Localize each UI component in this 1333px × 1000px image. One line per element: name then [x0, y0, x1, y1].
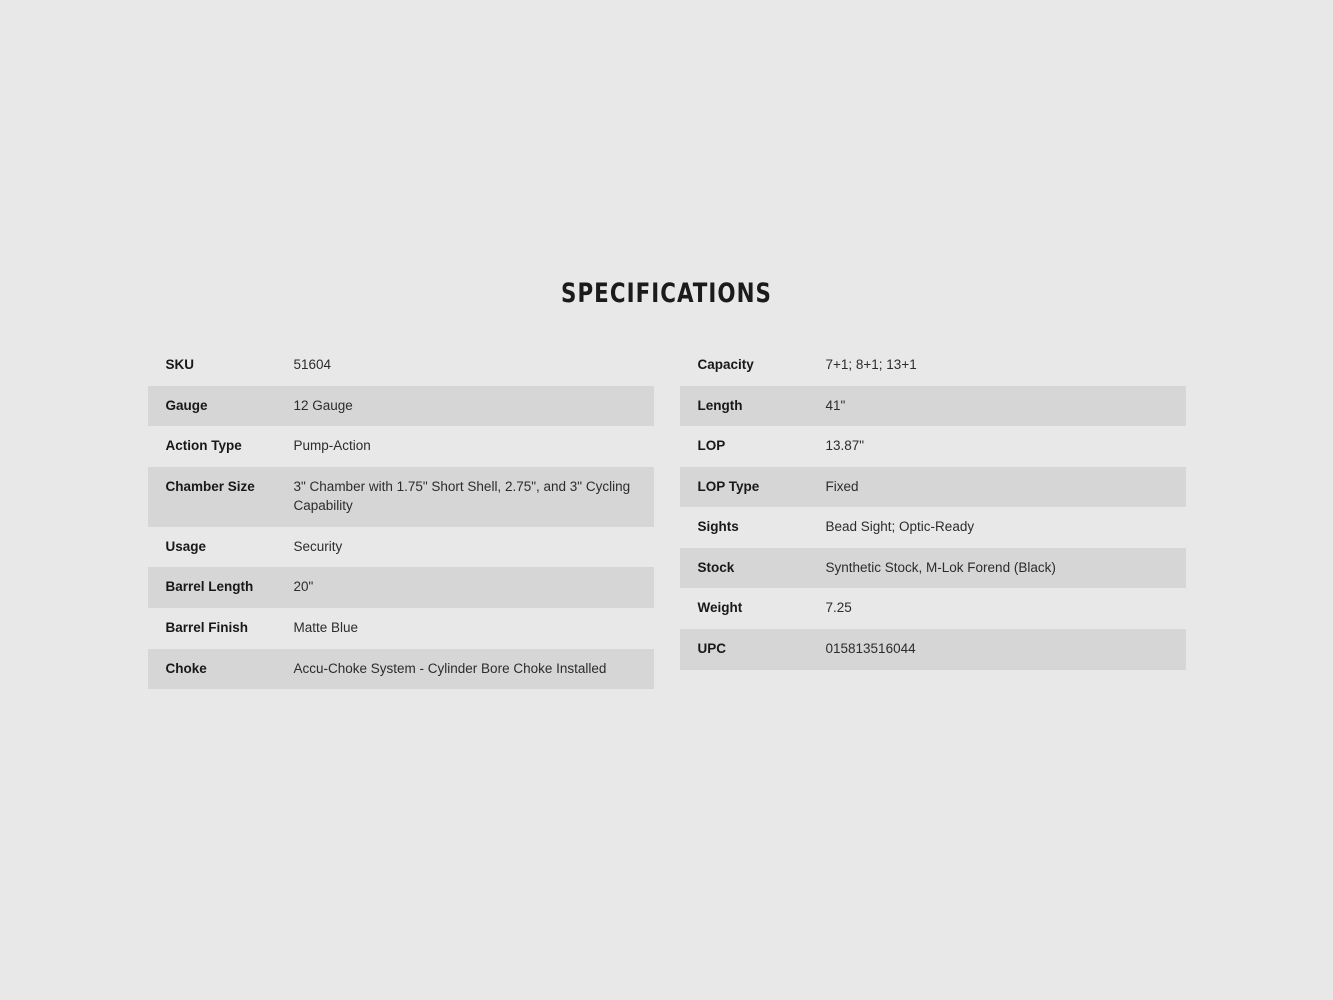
spec-value: Fixed: [825, 478, 859, 494]
table-row: [148, 567, 654, 608]
spec-value: 3" Chamber with 1.75" Short Shell, 2.75", and 3" Cycling Capability: [293, 478, 631, 514]
spec-label: Barrel Length: [165, 579, 254, 595]
spec-value: Bead Sight; Optic-Ready: [825, 519, 975, 535]
spec-label: Usage: [165, 538, 207, 554]
spec-value: Accu-Choke System - Cylinder Bore Choke Installed: [293, 660, 607, 676]
spec-label: Action Type: [165, 438, 242, 454]
specifications-columns: [0, 345, 1333, 689]
specifications-section: [0, 278, 1333, 689]
spec-value: Pump-Action: [293, 438, 371, 454]
spec-value: 015813516044: [825, 640, 916, 656]
table-row: [148, 527, 654, 568]
spec-label: Chamber Size: [165, 478, 255, 494]
spec-label: Weight: [697, 600, 743, 616]
spec-value: Matte Blue: [293, 619, 359, 635]
specifications-left-column: [148, 345, 654, 689]
spec-label: Barrel Finish: [165, 619, 249, 635]
table-row: [680, 507, 1186, 548]
table-row: [148, 345, 654, 386]
table-row: [148, 426, 654, 467]
table-row: [680, 588, 1186, 629]
spec-value: Synthetic Stock, M-Lok Forend (Black): [825, 559, 1056, 575]
table-row: [680, 467, 1186, 508]
table-row: [148, 649, 654, 690]
table-row: [148, 608, 654, 649]
table-row: [680, 629, 1186, 670]
spec-value: 13.87": [825, 438, 865, 454]
spec-label: Choke: [165, 660, 207, 676]
spec-label: LOP Type: [697, 478, 760, 494]
spec-value: 51604: [293, 357, 332, 372]
spec-value: 12 Gauge: [293, 397, 353, 413]
spec-value: 7+1; 8+1; 13+1: [825, 357, 917, 372]
spec-value: 41": [825, 397, 846, 413]
spec-label: Stock: [697, 559, 735, 575]
table-row: [148, 467, 654, 527]
specifications-right-column: [680, 345, 1186, 689]
spec-value: 7.25: [825, 600, 852, 616]
spec-label: Capacity: [697, 357, 754, 372]
spec-label: UPC: [697, 640, 727, 656]
spec-label: Length: [697, 397, 743, 413]
spec-label: SKU: [165, 357, 195, 372]
spec-label: Sights: [697, 519, 739, 535]
spec-value: 20": [293, 579, 314, 595]
table-row: [680, 426, 1186, 467]
table-row: [680, 345, 1186, 386]
table-row: [680, 548, 1186, 589]
page-title: SPECIFICATIONS: [560, 278, 773, 309]
spec-value: Security: [293, 538, 343, 554]
spec-label: LOP: [697, 438, 726, 454]
spec-label: Gauge: [165, 397, 208, 413]
table-row: [680, 386, 1186, 427]
table-row: [148, 386, 654, 427]
